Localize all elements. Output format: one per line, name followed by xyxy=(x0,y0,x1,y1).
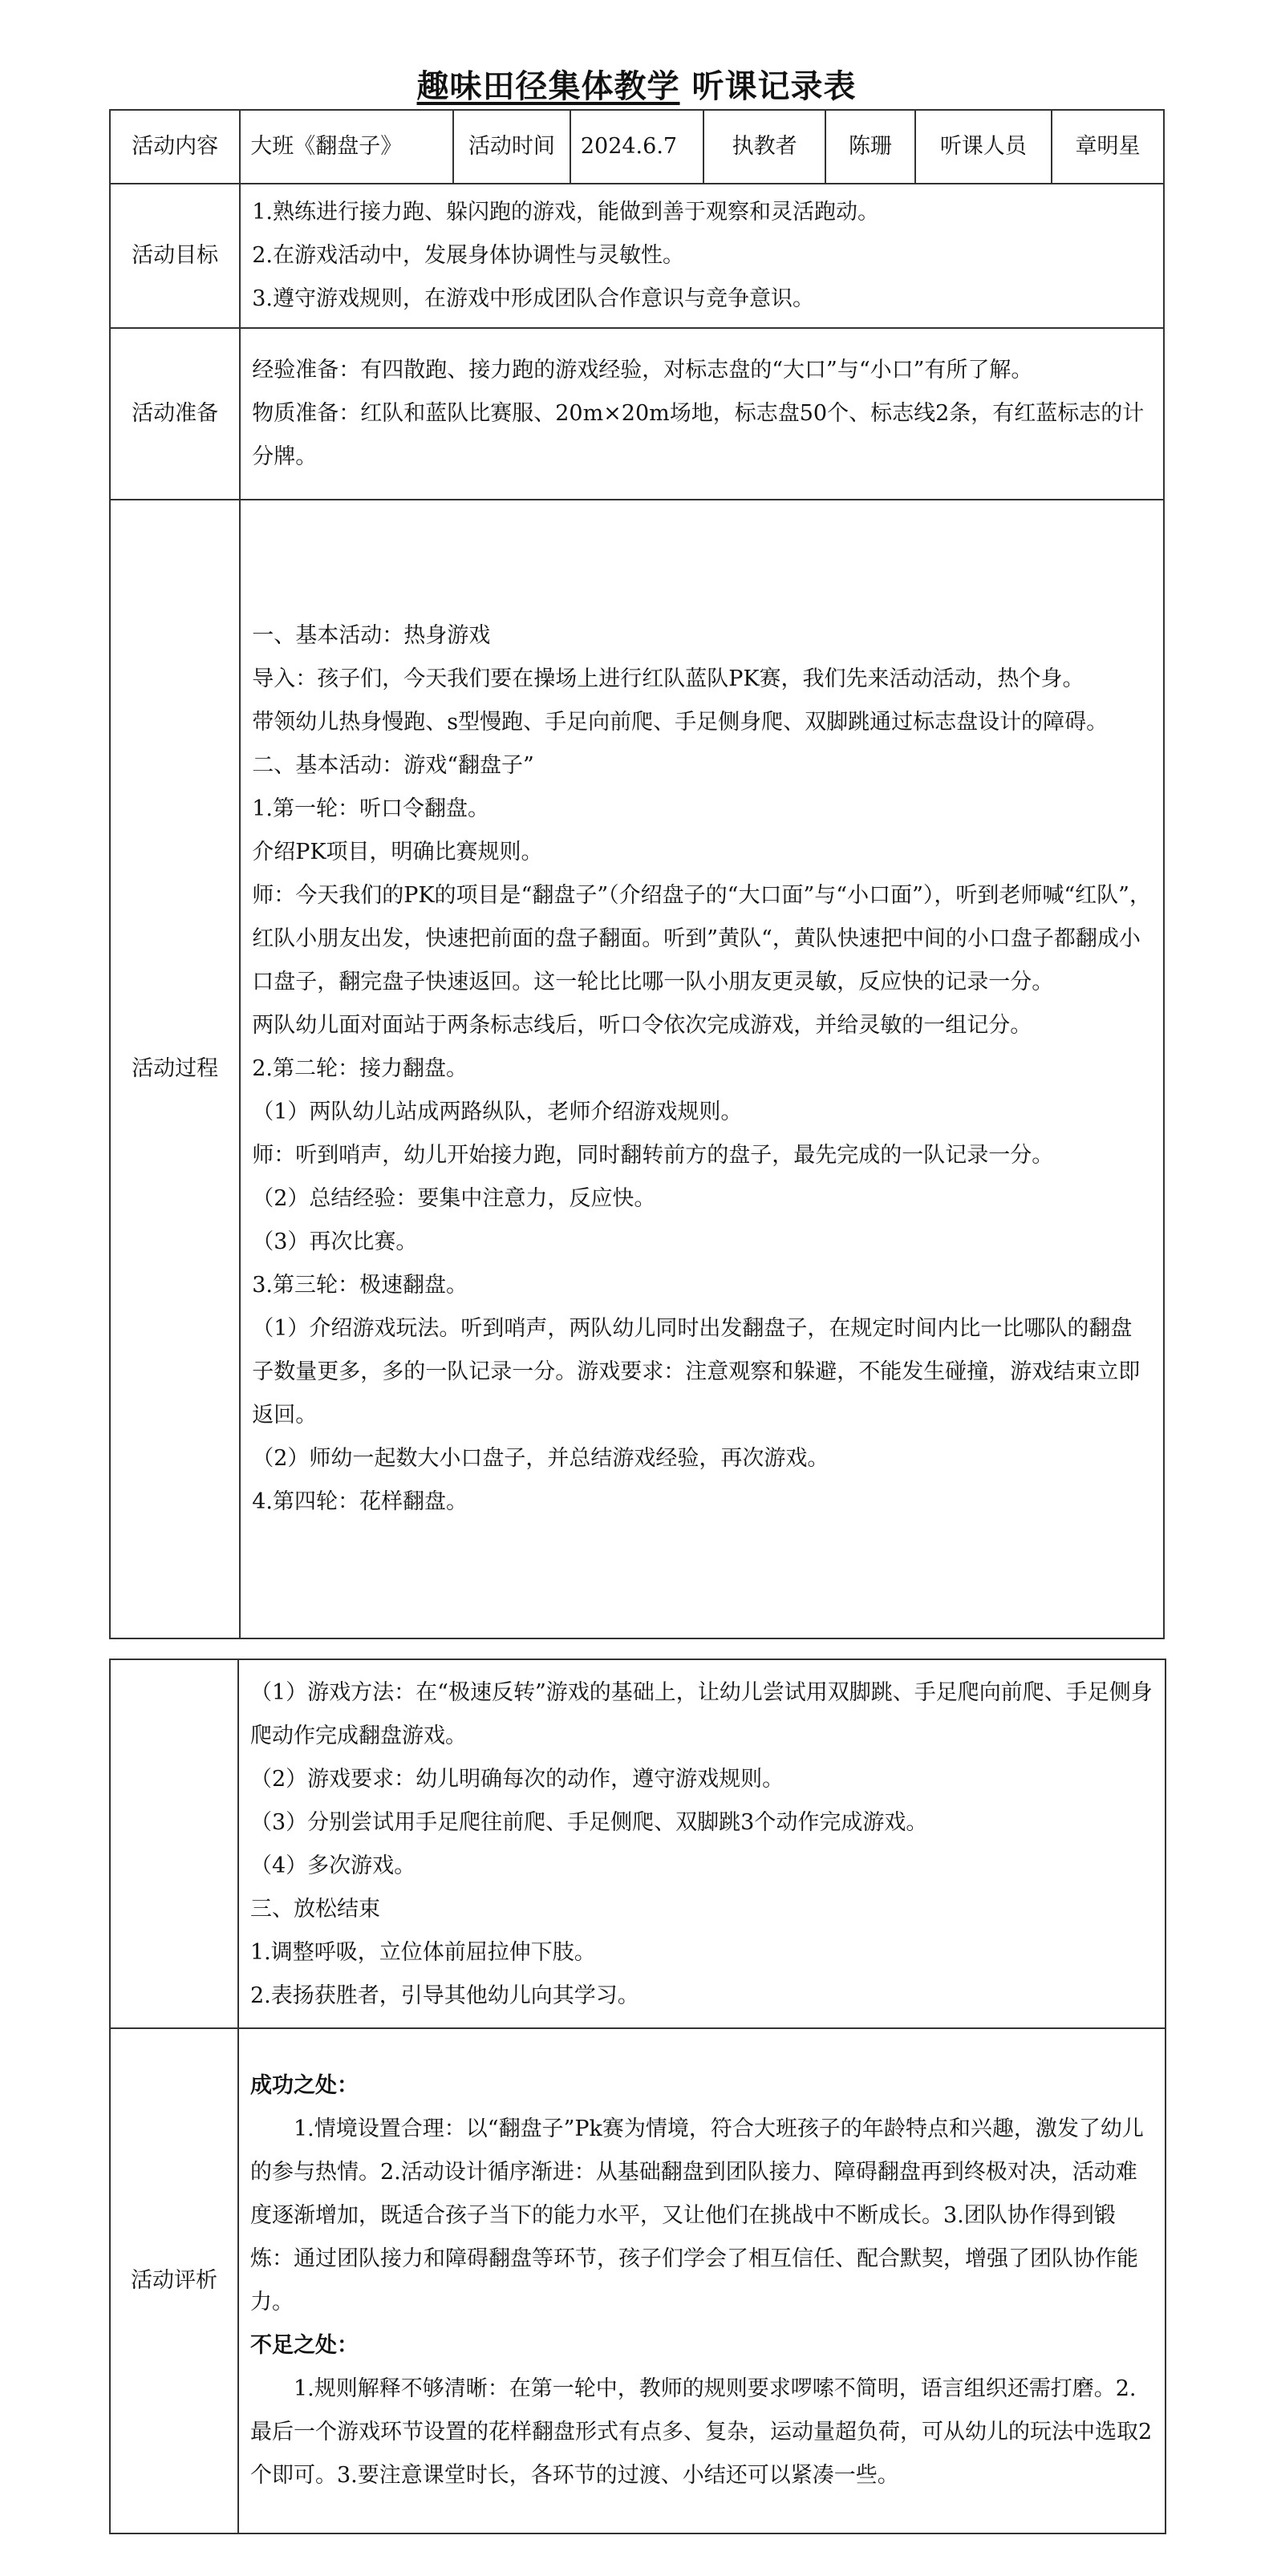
process-line: （1）两队幼儿站成两路纵队，老师介绍游戏规则。 xyxy=(252,1100,743,1124)
process-line: 师：今天我们的PK的项目是“翻盘子”（介绍盘子的“大口面”与“小口面”），听到老师喊“红队”，红队小朋友出发，快速把前面的盘子翻面。听到”黄队“，黄队快速把中间的小口盘子都翻成小口盘子，翻完盘子快速返回。这一轮比比哪一队小朋友更灵敏，反应快的记录一分。 xyxy=(252,883,1151,994)
prep-label: 活动准备 xyxy=(110,328,240,500)
time-value: 2024.6.7 xyxy=(570,110,703,184)
content-value: 大班《翻盘子》 xyxy=(240,110,453,184)
evaluation-label: 活动评析 xyxy=(110,2028,238,2533)
prep-content xyxy=(240,328,1164,500)
process-content xyxy=(240,500,1164,1638)
success-text: 1.情境设置合理：以“翻盘子”Pk赛为情境，符合大班孩子的年龄特点和兴趣，激发了幼儿的参与热情。2.活动设计循序渐进：从基础翻盘到团队接力、障碍翻盘再到终极对决，活动难度逐渐增加，既适合孩子当下的能力水平，又让他们在挑战中不断成长。3.团队协作得到锻炼：通过团队接力和障碍翻盘等环节，孩子们学会了相互信任、配合默契，增强了团队协作能力。 xyxy=(250,2116,1144,2315)
process-cont-line: （2）游戏要求：幼儿明确每次的动作，遵守游戏规则。 xyxy=(250,1767,784,1792)
teacher-value: 陈珊 xyxy=(825,110,915,184)
process-line: （3）再次比赛。 xyxy=(252,1229,418,1254)
process-cont-line: （4）多次游戏。 xyxy=(250,1853,416,1878)
process-cont-line: 1.调整呼吸，立位体前屈拉伸下肢。 xyxy=(250,1940,596,1965)
success-heading: 成功之处： xyxy=(250,2073,359,2098)
process-label: 活动过程 xyxy=(110,500,240,1638)
record-table-2 xyxy=(109,1659,1166,2534)
process-line: （1）介绍游戏玩法。听到哨声，两队幼儿同时出发翻盘子，在规定时间内比一比哪队的翻盘子数量更多，多的一队记录一分。游戏要求：注意观察和躲避，不能发生碰撞，游戏结束立即返回。 xyxy=(252,1316,1141,1428)
process-line: （2）总结经验：要集中注意力，反应快。 xyxy=(252,1186,656,1211)
prep-row xyxy=(110,328,1164,500)
goals-label: 活动目标 xyxy=(110,184,240,328)
header-row xyxy=(110,110,1164,184)
process-cont-line: （3）分别尝试用手足爬往前爬、手足侧爬、双脚跳3个动作完成游戏。 xyxy=(250,1810,928,1835)
process-line: 带领幼儿热身慢跑、s型慢跑、手足向前爬、手足侧身爬、双脚跳通过标志盘设计的障碍。 xyxy=(252,710,1109,735)
process-cont-line: （1）游戏方法：在“极速反转”游戏的基础上，让幼儿尝试用双脚跳、手足爬向前爬、手足侧身爬动作完成翻盘游戏。 xyxy=(250,1680,1153,1748)
process-line: 两队幼儿面对面站于两条标志线后，听口令依次完成游戏，并给灵敏的一组记分。 xyxy=(252,1013,1032,1038)
process-cont-line: 三、放松结束 xyxy=(250,1897,380,1922)
process-cont-row xyxy=(110,1659,1166,2028)
prep-line: 经验准备：有四散跑、接力跑的游戏经验，对标志盘的“大口”与“小口”有所了解。 xyxy=(252,358,1033,383)
process-row xyxy=(110,500,1164,1638)
observer-label: 听课人员 xyxy=(915,110,1052,184)
time-label: 活动时间 xyxy=(453,110,570,184)
process-line: 3.第三轮：极速翻盘。 xyxy=(252,1273,468,1298)
process-line: 1.第一轮：听口令翻盘。 xyxy=(252,796,489,821)
title-suffix: 听课记录表 xyxy=(691,67,857,105)
page-title xyxy=(0,61,1273,107)
observer-value: 章明星 xyxy=(1052,110,1164,184)
shortcoming-text: 1.规则解释不够清晰：在第一轮中，教师的规则要求啰嗦不简明，语言组织还需打磨。2.最后一个游戏环节设置的花样翻盘形式有点多、复杂，运动量超负荷，可从幼儿的玩法中选取2个即可。3.要注意课堂时长，各环节的过渡、小结还可以紧凑一些。 xyxy=(250,2376,1153,2488)
process-line: 导入：孩子们，今天我们要在操场上进行红队蓝队PK赛，我们先来活动活动，热个身。 xyxy=(252,666,1084,691)
goals-row xyxy=(110,184,1164,328)
process-line: 一、基本活动：热身游戏 xyxy=(252,623,491,648)
goal-line: 1.熟练进行接力跑、躲闪跑的游戏，能做到善于观察和灵活跑动。 xyxy=(252,200,879,225)
process-line: （2）师幼一起数大小口盘子，并总结游戏经验，再次游戏。 xyxy=(252,1446,829,1471)
process-line: 师：听到哨声，幼儿开始接力跑，同时翻转前方的盘子，最先完成的一队记录一分。 xyxy=(252,1143,1054,1168)
process-cont-label xyxy=(110,1659,238,2028)
title-main: 趣味田径集体教学 xyxy=(416,67,680,105)
goal-line: 2.在游戏活动中，发展身体协调性与灵敏性。 xyxy=(252,243,684,268)
evaluation-row xyxy=(110,2028,1166,2533)
process-line: 4.第四轮：花样翻盘。 xyxy=(252,1489,468,1514)
process-line: 介绍PK项目，明确比赛规则。 xyxy=(252,840,543,865)
goals-content xyxy=(240,184,1164,328)
goal-line: 3.遵守游戏规则，在游戏中形成团队合作意识与竞争意识。 xyxy=(252,286,814,311)
process-line: 2.第二轮：接力翻盘。 xyxy=(252,1056,468,1081)
process-cont-line: 2.表扬获胜者，引导其他幼儿向其学习。 xyxy=(250,1983,639,2008)
teacher-label: 执教者 xyxy=(703,110,825,184)
process-cont-content xyxy=(238,1659,1166,2028)
evaluation-content xyxy=(238,2028,1166,2533)
record-table-1 xyxy=(109,109,1165,1639)
prep-line: 物质准备：红队和蓝队比赛服、20m×20m场地，标志盘50个、标志线2条，有红蓝标志的计分牌。 xyxy=(252,401,1145,469)
shortcoming-heading: 不足之处： xyxy=(250,2333,359,2358)
process-line: 二、基本活动：游戏“翻盘子” xyxy=(252,753,534,778)
content-label: 活动内容 xyxy=(110,110,240,184)
